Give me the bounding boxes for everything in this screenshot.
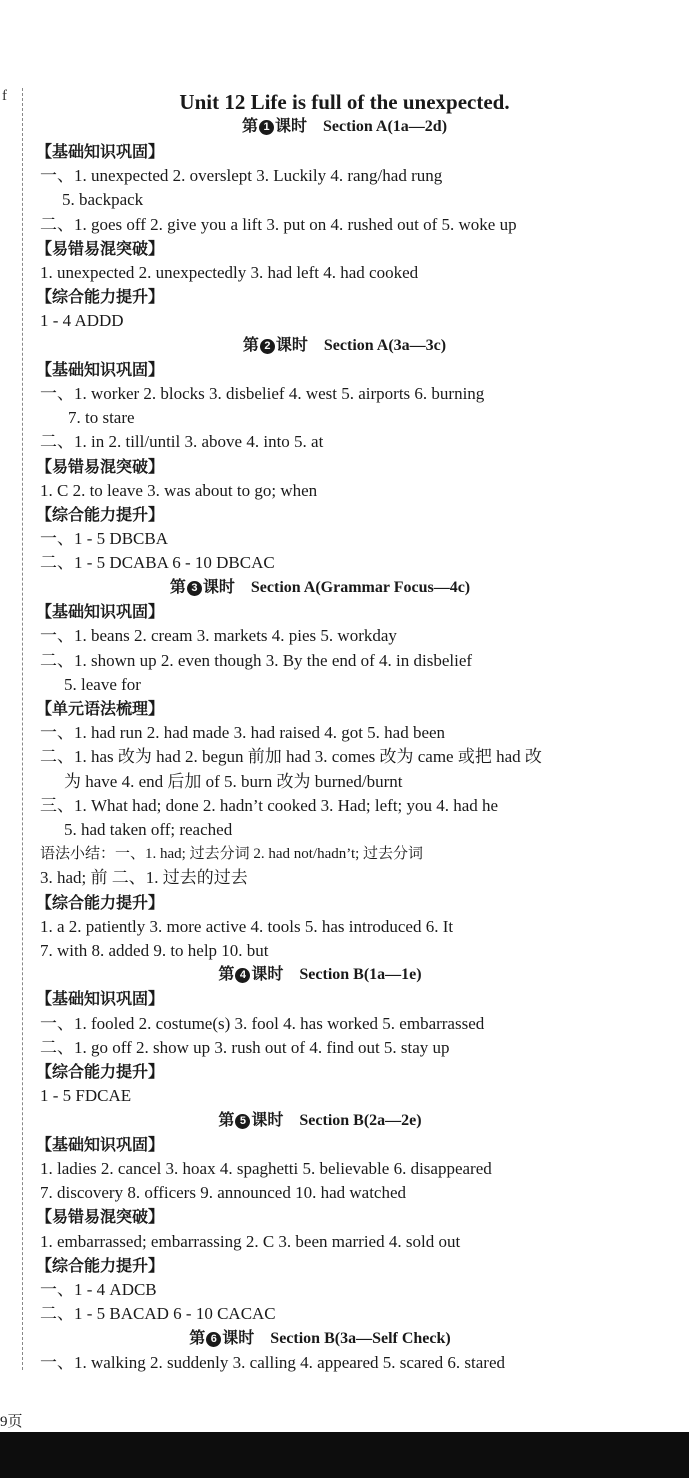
section-header-grammar: 【单元语法梳理】: [36, 699, 165, 718]
answer-line: 1. embarrassed; embarrassing 2. C 3. been married 4. sold out: [40, 1232, 461, 1251]
answer-line: 7. with 8. added 9. to help 10. but: [40, 941, 269, 960]
answer-line: 1. unexpected 2. unexpectedly 3. had left 4. had cooked: [40, 263, 419, 282]
unit-title: Unit 12 Life is full of the unexpected.: [179, 90, 510, 114]
lesson-heading: 第 1 课时 Section A(1a—2d): [241, 118, 448, 135]
answer-line: 一、1. unexpected 2. overslept 3. Luckily 4. rang/had rung: [40, 166, 443, 185]
answer-line: 1. C 2. to leave 3. was about to go; when: [40, 481, 318, 500]
section-header-ability: 【综合能力提升】: [36, 287, 165, 306]
section-header-confusing: 【易错易混突破】: [36, 1207, 165, 1226]
answer-line: 1 - 4 ADDD: [40, 311, 124, 330]
answer-line: 1. a 2. patiently 3. more active 4. tools 5. has introduced 6. It: [40, 917, 454, 936]
lesson-heading: 第 2 课时 Section A(3a—3c): [242, 337, 447, 354]
answer-line: 1. ladies 2. cancel 3. hoax 4. spaghetti 5. believable 6. disappeared: [40, 1159, 492, 1178]
lesson-heading: 第 6 课时 Section B(3a—Self Check): [189, 1330, 451, 1347]
section-header-basic: 【基础知识巩固】: [36, 360, 165, 379]
answer-line: 二、1. in 2. till/until 3. above 4. into 5. at: [40, 432, 324, 451]
lesson-number-badge: 6: [206, 1332, 221, 1347]
section-header-basic: 【基础知识巩固】: [36, 142, 165, 161]
section-header-ability: 【综合能力提升】: [36, 1256, 165, 1275]
section-header-basic: 【基础知识巩固】: [36, 989, 165, 1008]
answer-line: 三、1. What had; done 2. hadn’t cooked 3. Had; left; you 4. had he: [40, 796, 499, 815]
answer-line: 7. discovery 8. officers 9. announced 10. had watched: [40, 1183, 407, 1202]
answer-line: 一、1 - 4 ADCB: [40, 1280, 157, 1299]
answer-line: 为 have 4. end 后加 of 5. burn 改为 burned/burnt: [64, 772, 403, 791]
lesson-heading: 第 5 课时 Section B(2a—2e): [218, 1112, 422, 1129]
answer-line: 7. to stare: [68, 408, 135, 427]
lesson-number-badge: 2: [260, 339, 275, 354]
grammar-summary-line: 3. had; 前 二、1. 过去的过去: [40, 868, 248, 887]
answer-line: 5. backpack: [62, 190, 144, 209]
answer-line: 一、1. beans 2. cream 3. markets 4. pies 5. workday: [40, 626, 397, 645]
section-header-ability: 【综合能力提升】: [36, 505, 165, 524]
edge-fragment-text: f: [2, 88, 7, 104]
section-header-ability: 【综合能力提升】: [36, 893, 165, 912]
section-header-confusing: 【易错易混突破】: [36, 457, 165, 476]
scan-bottom-band: [0, 1432, 689, 1478]
lesson-heading: 第 4 课时 Section B(1a—1e): [218, 966, 422, 983]
answer-line: 二、1. shown up 2. even though 3. By the end of 4. in disbelief: [40, 651, 473, 670]
section-header-ability: 【综合能力提升】: [36, 1062, 165, 1081]
answer-line: 二、1. goes off 2. give you a lift 3. put on 4. rushed out of 5. woke up: [40, 215, 517, 234]
section-header-confusing: 【易错易混突破】: [36, 239, 165, 258]
answer-line: 二、1 - 5 BACAD 6 - 10 CACAC: [40, 1304, 276, 1323]
answer-line: 一、1. walking 2. suddenly 3. calling 4. appeared 5. scared 6. stared: [40, 1353, 506, 1372]
answer-line: 二、1. has 改为 had 2. begun 前加 had 3. comes 改为 came 或把 had 改: [40, 747, 542, 766]
section-header-basic: 【基础知识巩固】: [36, 1135, 165, 1154]
lesson-number-badge: 5: [235, 1114, 250, 1129]
answer-line: 二、1 - 5 DCABA 6 - 10 DBCAC: [40, 553, 275, 572]
answer-line: 5. had taken off; reached: [64, 820, 233, 839]
grammar-summary-line: 语法小结：一、1. had; 过去分词 2. had not/hadn’t; 过去分词: [40, 846, 424, 862]
answer-line: 二、1. go off 2. show up 3. rush out of 4. find out 5. stay up: [40, 1038, 450, 1057]
section-header-basic: 【基础知识巩固】: [36, 602, 165, 621]
page-number: 9页: [0, 1414, 23, 1430]
margin-dashed-rule: [22, 88, 23, 1370]
lesson-number-badge: 1: [259, 120, 274, 135]
answer-line: 5. leave for: [64, 675, 141, 694]
lesson-heading: 第 3 课时 Section A(Grammar Focus—4c): [169, 579, 471, 596]
answer-line: 一、1. had run 2. had made 3. had raised 4. got 5. had been: [40, 723, 446, 742]
lesson-number-badge: 3: [187, 581, 202, 596]
answer-line: 一、1. fooled 2. costume(s) 3. fool 4. has worked 5. embarrassed: [40, 1014, 485, 1033]
lesson-number-badge: 4: [235, 968, 250, 983]
answer-line: 一、1. worker 2. blocks 3. disbelief 4. west 5. airports 6. burning: [40, 384, 485, 403]
answer-line: 1 - 5 FDCAE: [40, 1086, 132, 1105]
answer-line: 一、1 - 5 DBCBA: [40, 529, 168, 548]
